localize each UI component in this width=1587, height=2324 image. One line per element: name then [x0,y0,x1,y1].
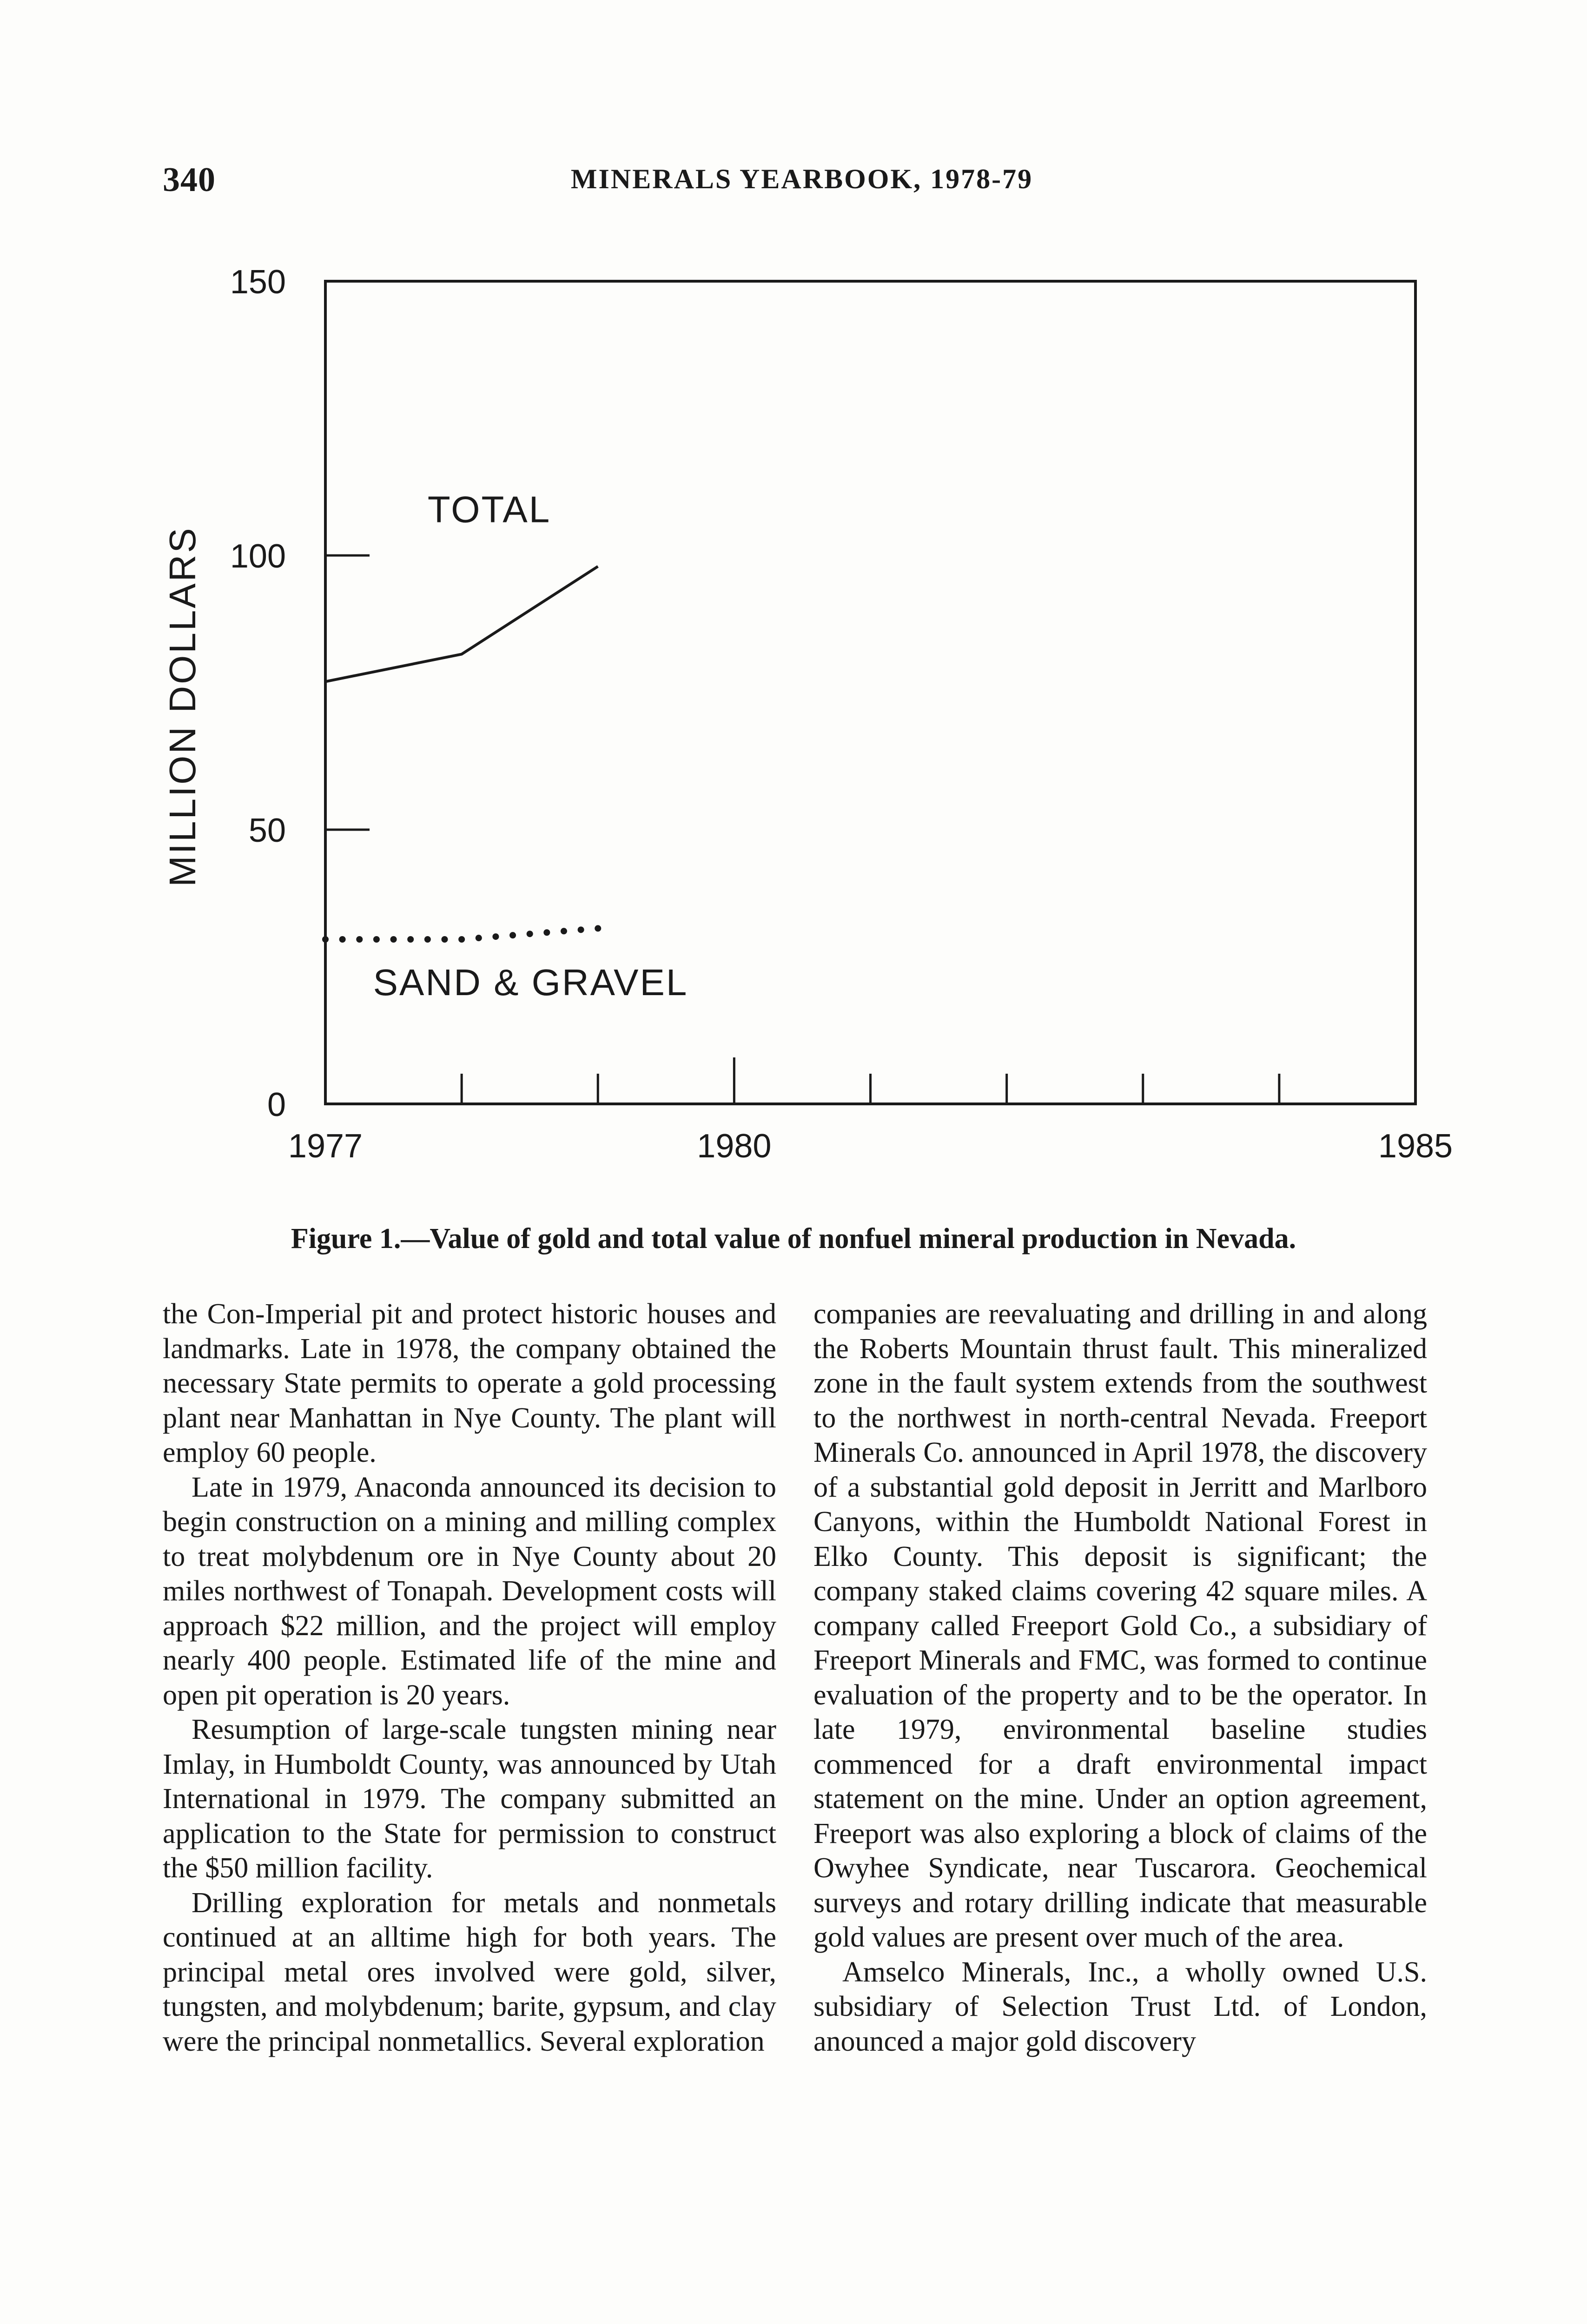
series-point-sand-gravel [543,929,550,936]
series-label-total: TOTAL [427,489,551,530]
series-point-sand-gravel [492,933,499,940]
paragraph: the Con-Imperial pit and protect historic houses and landmarks. Late in 1978, the company obtained the necessary State permits to operate a gold processing plant near Manhattan in Nye County. The plant will employ 60 people. [163,1298,776,1468]
series-point-sand-gravel [424,936,431,943]
y-tick-label: 0 [267,1086,286,1123]
series-point-sand-gravel [527,931,533,937]
series-line-total [325,567,598,682]
series-point-sand-gravel [322,936,329,943]
chart-svg [139,242,1488,1208]
x-tick-label: 1980 [697,1128,772,1165]
series-point-sand-gravel [476,935,482,941]
series-point-sand-gravel [339,936,346,943]
running-title: MINERALS YEARBOOK, 1978-79 [570,164,1033,194]
y-axis-label: MILLION DOLLARS [162,526,203,887]
text-column-left [163,1297,776,2059]
series-point-sand-gravel [390,936,397,943]
series-point-sand-gravel [407,936,414,943]
y-tick-label: 100 [230,538,286,575]
running-head [163,160,1441,211]
series-point-sand-gravel [441,936,448,943]
x-tick-label: 1977 [288,1128,363,1165]
paragraph: Resumption of large-scale tungsten mining near Imlay, in Humboldt County, was announced by Utah International in 1979. The company submitted an application to the State for permission to construct the $50 million facility. [163,1714,776,1884]
series-point-sand-gravel [373,936,380,943]
y-tick-label: 150 [230,264,286,301]
figure-caption: Figure 1.—Value of gold and total value of nonfuel mineral production in Nevada. [291,1223,1296,1254]
paragraph: companies are reevaluating and drilling in and along the Roberts Mountain thrust fault. This mineralized zone in the fault system extends from the southwest to the northwest in north-central Nevada. Freeport Minerals Co. announced in April 1978, the discovery of a substantial gold deposit in Jerritt and Marlboro Canyons, within the Humboldt National Forest in Elko County. This deposit is significant; the company staked claims covering 42 square miles. A company called Freeport Gold Co., a subsidiary of Freeport Minerals and FMC, was formed to continue evaluation of the property and to be the operator. In late 1979, environmental baseline studies commenced for a draft environmental impact statement on the mine. Under an option agreement, Freeport was also exploring a block of claims of the Owyhee Syndicate, near Tuscarora. Geochemical surveys and rotary drilling indicate that measurable gold values are present over much of the area. [813,1298,1427,1953]
series-point-sand-gravel [356,936,363,943]
paragraph: Late in 1979, Anaconda announced its decision to begin construction on a mining and milling complex to treat molybdenum ore in Nye County about 20 miles northwest of Tonapah. Development costs will approach $22 million, and the project will employ nearly 400 people. Estimated life of the mine and open pit operation is 20 years. [163,1471,776,1711]
x-tick-label: 1985 [1378,1128,1453,1165]
page-number: 340 [163,161,216,199]
series-point-sand-gravel [578,926,584,933]
paragraph: Amselco Minerals, Inc., a wholly owned U.S. subsidiary of Selection Trust Ltd. of London, anounced a major gold discovery [813,1956,1427,2057]
series-point-sand-gravel [561,928,567,934]
series-point-sand-gravel [595,925,601,931]
series-point-sand-gravel [509,932,516,938]
y-tick-label: 50 [248,812,286,849]
series-label-sand-gravel: SAND & GRAVEL [373,962,688,1003]
series-point-sand-gravel [458,936,465,943]
figure-1-chart [139,242,1488,1208]
paragraph: Drilling exploration for metals and nonmetals continued at an alltime high for both years. The principal metal ores involved were gold, silver, tungsten, and molybdenum; barite, gypsum, and clay were the principal nonmetallics. Several exploration [163,1887,776,2057]
text-column-right [813,1297,1427,2059]
